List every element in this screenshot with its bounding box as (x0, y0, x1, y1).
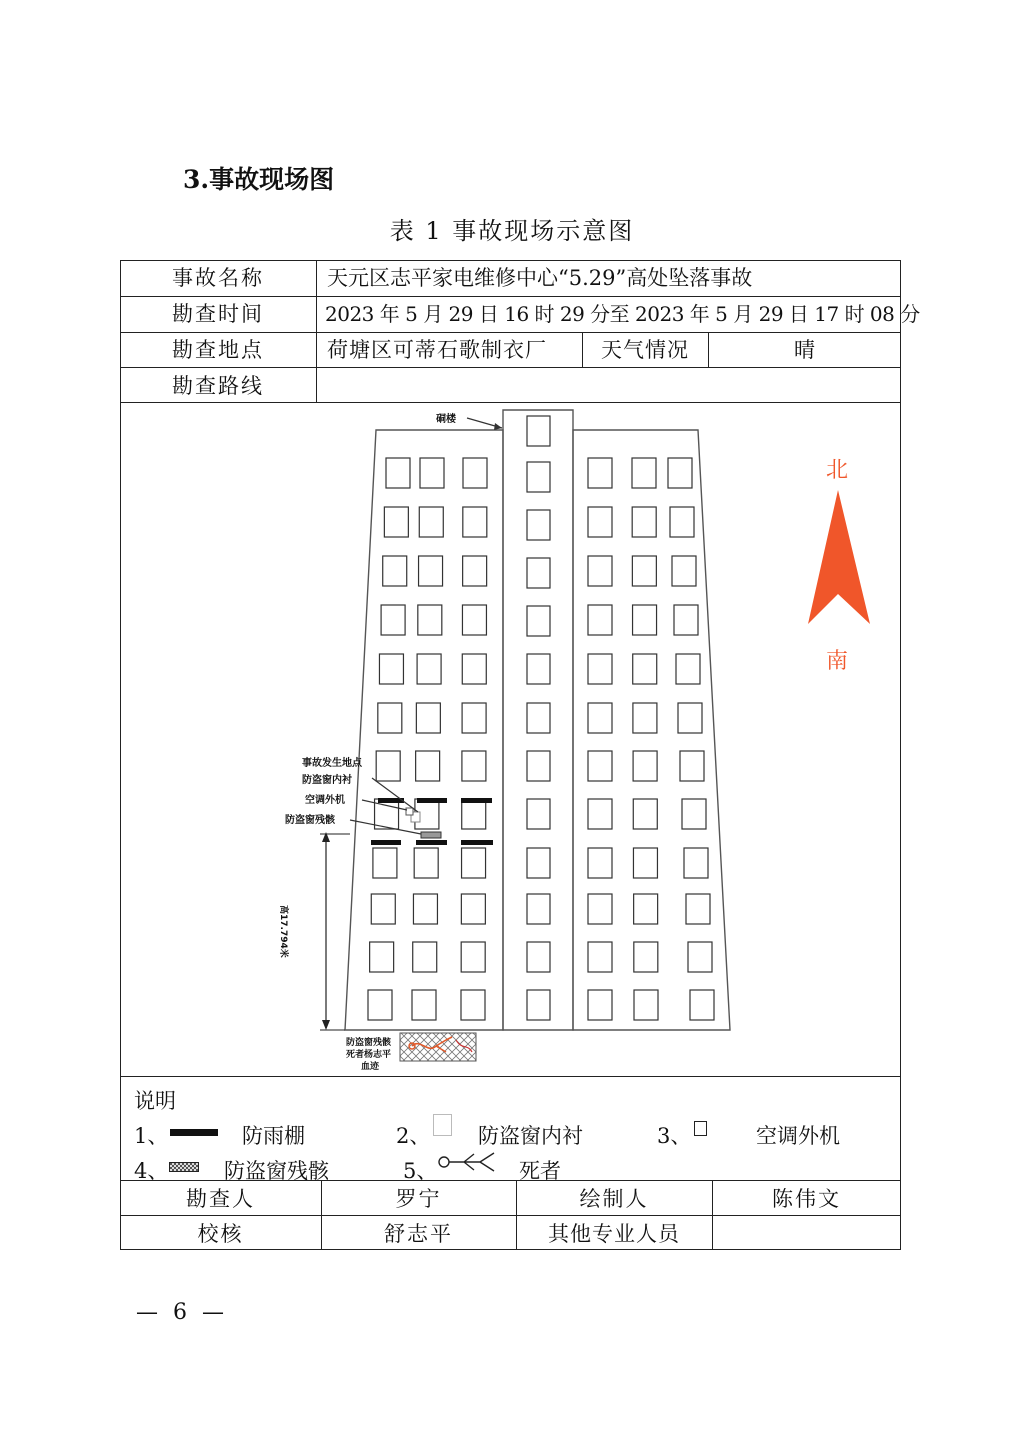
legend-item5-number: 5、 (403, 1159, 438, 1183)
building-window (588, 751, 612, 781)
building-window (588, 507, 612, 537)
building-window (463, 556, 487, 586)
building-window (461, 990, 485, 1020)
building-window (668, 458, 692, 488)
page-number: — 6 — (136, 1300, 228, 1325)
building-window (418, 605, 442, 635)
building-window (527, 848, 550, 878)
building-window (527, 462, 550, 492)
right-building-wing (573, 430, 730, 1030)
survey-time-value: 2023 年 5 月 29 日 16 时 29 分至 2023 年 5 月 29 日 17 时 08 分 (325, 302, 920, 326)
building-window (462, 799, 486, 829)
building-window (527, 942, 550, 972)
building-window (588, 990, 612, 1020)
window-lining-icon (433, 1114, 452, 1136)
building-window (633, 654, 657, 684)
rain-shelter (461, 798, 492, 803)
rain-shelter (371, 840, 401, 845)
legend-item4-number: 4、 (134, 1159, 169, 1183)
building-window (633, 703, 657, 733)
building-window (381, 605, 405, 635)
building-window (670, 507, 694, 537)
building-window (527, 416, 550, 446)
accident-name-value: 天元区志平家电维修中心“5.29”高处坠落事故 (327, 266, 753, 290)
building-window (588, 848, 612, 878)
building-window (370, 942, 394, 972)
building-window (634, 894, 658, 924)
building-window (413, 894, 437, 924)
stair-tower-label: 硐楼 (436, 414, 456, 425)
building-window (462, 848, 486, 878)
drafter-value: 陈伟文 (772, 1187, 841, 1211)
building-window (678, 703, 702, 733)
section-title: 3.事故现场图 (183, 165, 335, 194)
legend-item5-label: 死者 (519, 1159, 561, 1183)
building-window (413, 942, 437, 972)
building-window (634, 942, 658, 972)
building-window (527, 990, 550, 1020)
window-debris-label: 防盗窗残骸 (285, 815, 335, 826)
building-window (588, 799, 612, 829)
building-window (463, 458, 487, 488)
building-window (674, 605, 698, 635)
south-label: 南 (826, 649, 849, 674)
legend-item1-label: 防雨棚 (242, 1124, 305, 1148)
survey-place-value: 荷塘区可蒂石歌制衣厂 (327, 338, 547, 362)
building-window (527, 558, 550, 588)
building-window (633, 751, 657, 781)
ac-unit-icon (694, 1121, 707, 1136)
north-label: 北 (826, 458, 849, 483)
rain-shelter-icon (170, 1129, 218, 1136)
building-window (373, 848, 397, 878)
building-window (417, 654, 441, 684)
building-window (462, 703, 486, 733)
building-window (688, 942, 712, 972)
survey-route-label: 勘查路线 (172, 374, 264, 398)
left-building-wing (345, 430, 503, 1030)
building-window (632, 507, 656, 537)
building-window (690, 990, 714, 1020)
legend-item2-number: 2、 (396, 1124, 431, 1148)
building-window (588, 703, 612, 733)
window-debris (421, 832, 441, 838)
building-window (672, 556, 696, 586)
building-window (588, 654, 612, 684)
table-caption: 表 1 事故现场示意图 (389, 217, 635, 245)
victim-icon (436, 1149, 500, 1175)
building-window (588, 942, 612, 972)
window-lining-label: 防盗窗内衬 (302, 775, 352, 786)
ac-unit-label: 空调外机 (305, 795, 345, 806)
building-window (588, 458, 612, 488)
legend-item3-label: 空调外机 (756, 1124, 840, 1148)
other-staff-label: 其他专业人员 (548, 1222, 680, 1246)
window-debris-icon (169, 1162, 199, 1172)
building-window (632, 458, 656, 488)
stair-tower (503, 410, 573, 1030)
building-window (462, 605, 486, 635)
building-window (461, 942, 485, 972)
building-window (633, 848, 657, 878)
survey-place-label: 勘查地点 (172, 338, 264, 362)
building-window (686, 894, 710, 924)
rain-shelter (416, 840, 447, 845)
legend-item3-number: 3、 (657, 1124, 692, 1148)
building-window (383, 556, 407, 586)
debris-pointer (350, 820, 421, 834)
building-window (371, 894, 395, 924)
building-window (588, 894, 612, 924)
building-window (527, 703, 550, 733)
height-label: 高17.794米 (278, 905, 288, 958)
building-window (633, 799, 657, 829)
legend-item4-label: 防盗窗残骸 (224, 1159, 329, 1183)
investigator-label: 勘查人 (186, 1187, 255, 1211)
legend-title: 说明 (134, 1089, 176, 1113)
building-window (527, 654, 550, 684)
north-arrow-icon (808, 490, 870, 624)
building-window (588, 556, 612, 586)
building-window (633, 605, 657, 635)
building-window (588, 605, 612, 635)
building-window (419, 507, 443, 537)
building-window (419, 556, 443, 586)
ground-blood-label: 血迹 (361, 1062, 380, 1072)
building-window (368, 990, 392, 1020)
legend-item1-number: 1、 (134, 1124, 169, 1148)
survey-time-label: 勘查时间 (172, 302, 264, 326)
accident-place-label: 事故发生地点 (302, 758, 362, 769)
building-window (462, 751, 486, 781)
building-window (461, 894, 485, 924)
building-window (684, 848, 708, 878)
accident-name-label: 事故名称 (172, 266, 264, 290)
building-windows (368, 416, 714, 1020)
building-window (412, 990, 436, 1020)
legend-item2-label: 防盗窗内衬 (478, 1124, 583, 1148)
investigator-value: 罗宁 (395, 1187, 442, 1211)
building-window (420, 458, 444, 488)
checker-value: 舒志平 (384, 1222, 453, 1246)
ground-debris-label: 防盗窗残骸 (346, 1038, 392, 1048)
building-window (416, 751, 440, 781)
building-window (634, 990, 658, 1020)
building-window (379, 654, 403, 684)
building-window (414, 848, 438, 878)
building-window (527, 799, 550, 829)
building-window (386, 458, 410, 488)
drafter-label: 绘制人 (579, 1187, 649, 1211)
building-window (527, 751, 550, 781)
rain-shelter (417, 798, 447, 803)
rain-shelter (461, 840, 493, 845)
building-window (527, 894, 550, 924)
building-window (416, 703, 440, 733)
building-window (376, 751, 400, 781)
checker-label: 校核 (197, 1222, 244, 1246)
building-window (384, 507, 408, 537)
building-window (682, 799, 706, 829)
building-window (676, 654, 700, 684)
building-window (527, 606, 550, 636)
building-window (680, 751, 704, 781)
ac-unit (406, 808, 413, 815)
building-window (463, 507, 487, 537)
building-window (632, 556, 656, 586)
building-window (527, 510, 550, 540)
ground-victim-label: 死者杨志平 (346, 1050, 392, 1060)
weather-value: 晴 (794, 338, 815, 362)
building-window (378, 703, 402, 733)
weather-label: 天气情况 (601, 338, 689, 362)
building-window (462, 654, 486, 684)
